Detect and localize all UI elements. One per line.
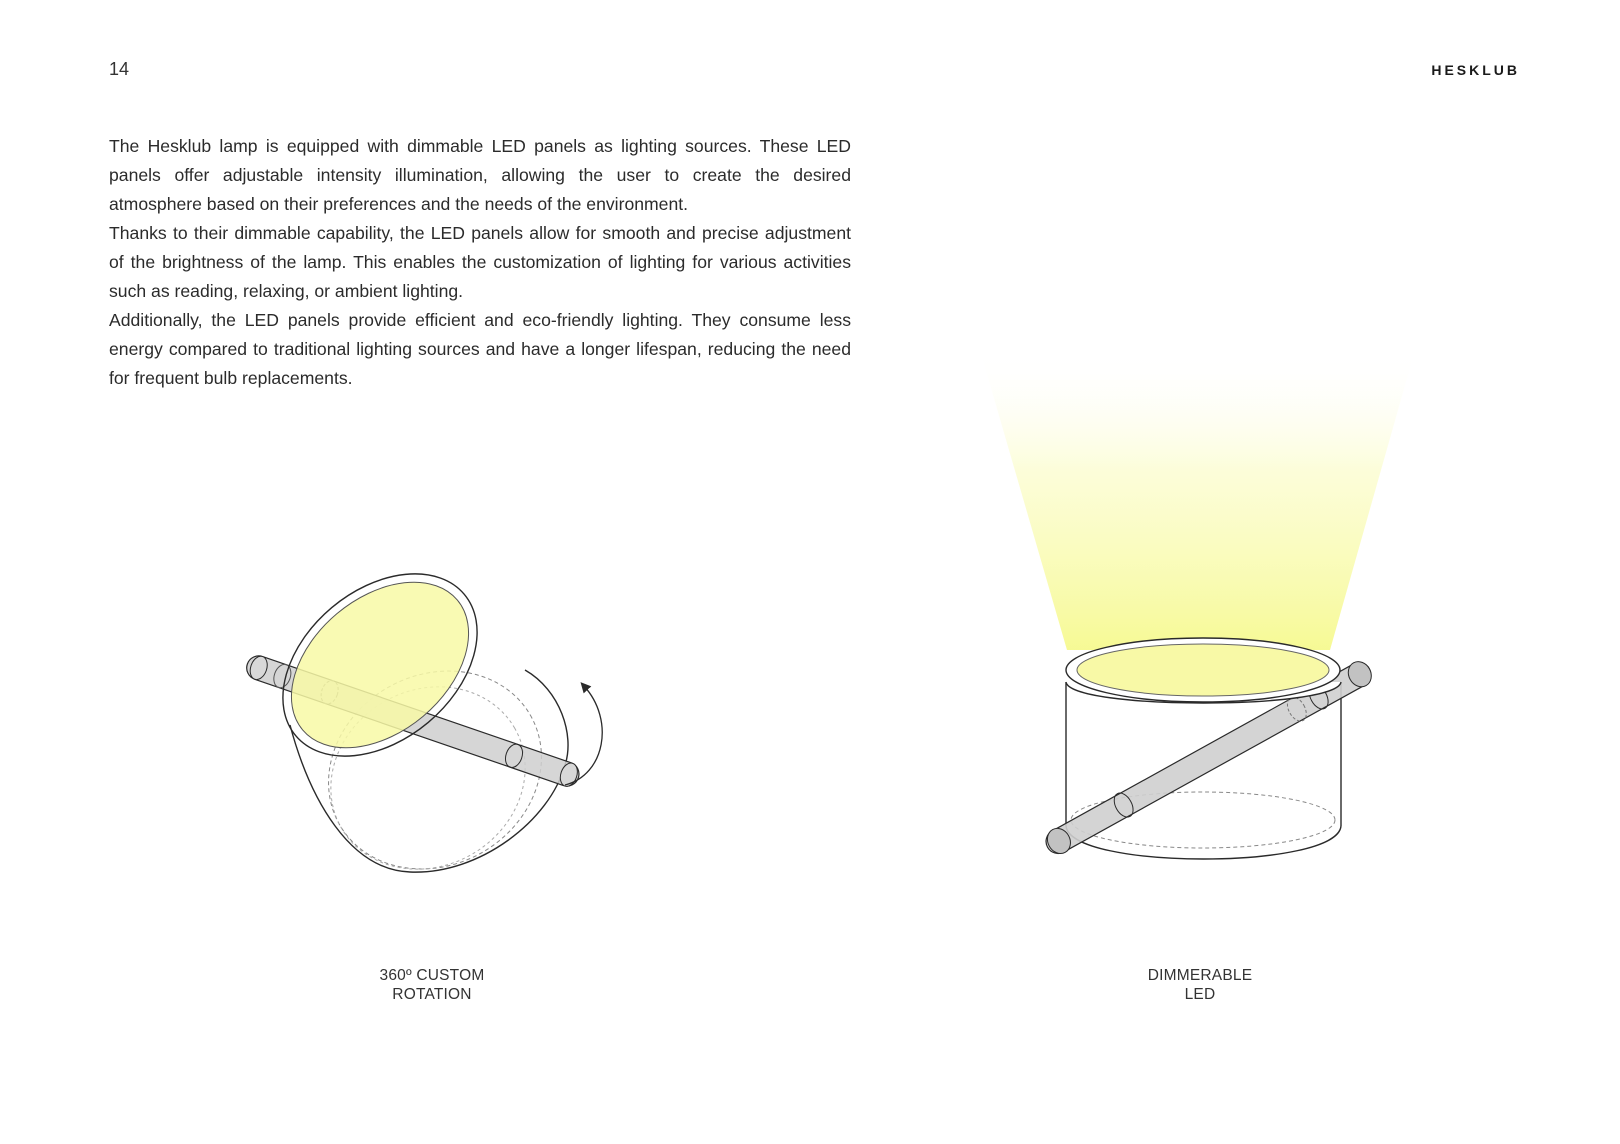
led-panel [1077,644,1329,696]
paragraph: Thanks to their dimmable capability, the LED panels allow for smooth and precise adjustment of the brightness of the lamp. This enables the customization of lighting for various activities such as reading, relaxing, or ambient lighting. [109,223,851,301]
caption-line: 360º CUSTOM [379,967,485,984]
dimmable-lamp-drawing [980,350,1420,880]
caption-line: LED [1184,986,1216,1003]
light-beam [980,350,1415,650]
dimmable-lamp-illustration [980,350,1420,880]
paragraph: Additionally, the LED panels provide efficient and eco-friendly lighting. They consume less energy compared to traditional lighting sources and have a longer lifespan, reducing the need for frequent bulb replacements. [109,310,851,388]
caption-line: DIMMERABLE [1147,967,1253,984]
rotation-lamp-drawing [220,570,640,890]
rotation-caption [302,966,562,1004]
rotation-lamp-illustration [220,570,640,890]
dimmable-caption [1070,966,1330,1004]
brand-name: HESKLUB [1431,62,1520,78]
body-text [109,132,851,393]
cylinder-bottom [1066,826,1341,859]
page-number: 14 [109,59,130,79]
paragraph: The Hesklub lamp is equipped with dimmable LED panels as lighting sources. These LED panels offer adjustable intensity illumination, allowing the user to create the desired atmosphere based on their preferences and the needs of the environment. [109,136,851,214]
caption-line: ROTATION [392,986,472,1003]
